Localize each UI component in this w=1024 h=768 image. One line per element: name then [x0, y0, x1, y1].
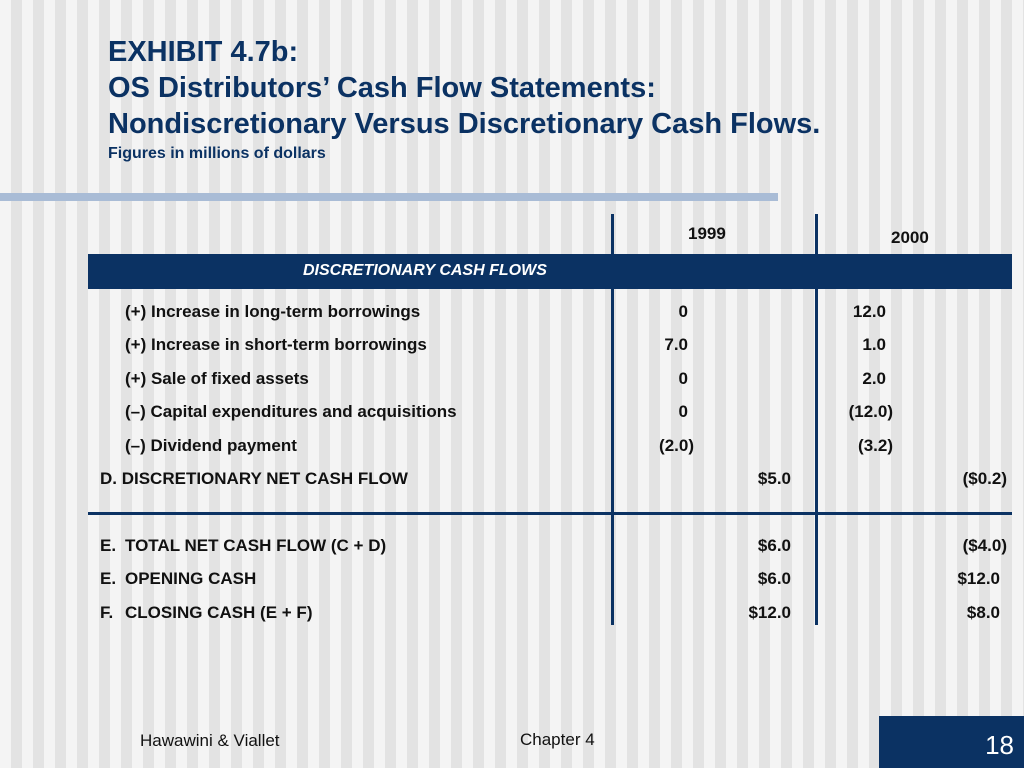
- year-1999-header: 1999: [688, 224, 726, 243]
- item-label: (–) Dividend payment: [125, 436, 297, 455]
- footer-chapter: Chapter 4: [520, 730, 595, 749]
- title-line-3: Nondiscretionary Versus Discretionary Cash Flows.: [108, 108, 821, 140]
- item-value-2000: 2.0: [862, 369, 886, 388]
- item-value-2000: 12.0: [852, 302, 886, 321]
- item-value-1999: (2.0): [659, 436, 694, 455]
- total-row-label: TOTAL NET CASH FLOW (C + D): [125, 536, 387, 555]
- item-label: (–) Capital expenditures and acquisitions: [125, 402, 457, 421]
- item-value-2000: (3.2): [858, 436, 893, 455]
- item-value-2000: 1.0: [862, 335, 886, 354]
- total-row-2000: $8.0: [966, 603, 1000, 622]
- total-row-letter: E.: [100, 569, 117, 588]
- total-row-1999: $6.0: [757, 569, 791, 588]
- section-header-label: DISCRETIONARY CASH FLOWS: [303, 262, 547, 279]
- item-value-1999: 7.0: [664, 335, 688, 354]
- total-row-label: CLOSING CASH (E + F): [125, 603, 313, 622]
- page-number: 18: [985, 730, 1014, 760]
- item-value-1999: 0: [678, 402, 688, 421]
- item-label: (+) Increase in long-term borrowings: [125, 302, 421, 321]
- item-label: (+) Increase in short-term borrowings: [125, 335, 427, 354]
- year-2000-header: 2000: [891, 228, 929, 247]
- net-flow-2000: ($0.2): [962, 469, 1007, 488]
- item-value-1999: 0: [678, 302, 688, 321]
- total-row-letter: F.: [100, 603, 114, 622]
- slide-title: [108, 34, 820, 164]
- item-value-1999: 0: [678, 369, 688, 388]
- footer-authors: Hawawini & Viallet: [140, 731, 280, 750]
- title-line-2: OS Distributors’ Cash Flow Statements:: [108, 72, 656, 104]
- total-row-letter: E.: [100, 536, 117, 555]
- total-row-label: OPENING CASH: [125, 569, 257, 588]
- section-divider: [88, 512, 1012, 515]
- total-row-2000: ($4.0): [962, 536, 1007, 555]
- total-row-2000: $12.0: [957, 569, 1000, 588]
- item-value-2000: (12.0): [848, 402, 893, 421]
- net-flow-label: D. DISCRETIONARY NET CASH FLOW: [100, 469, 408, 488]
- title-divider: [0, 193, 778, 201]
- subtitle: Figures in millions of dollars: [108, 145, 326, 162]
- page-number-box: [879, 716, 1024, 768]
- section-header-band: [88, 254, 1012, 289]
- item-label: (+) Sale of fixed assets: [125, 369, 309, 388]
- title-line-1: EXHIBIT 4.7b:: [108, 36, 299, 68]
- total-row-1999: $6.0: [757, 536, 791, 555]
- total-row-1999: $12.0: [748, 603, 791, 622]
- net-flow-1999: $5.0: [757, 469, 791, 488]
